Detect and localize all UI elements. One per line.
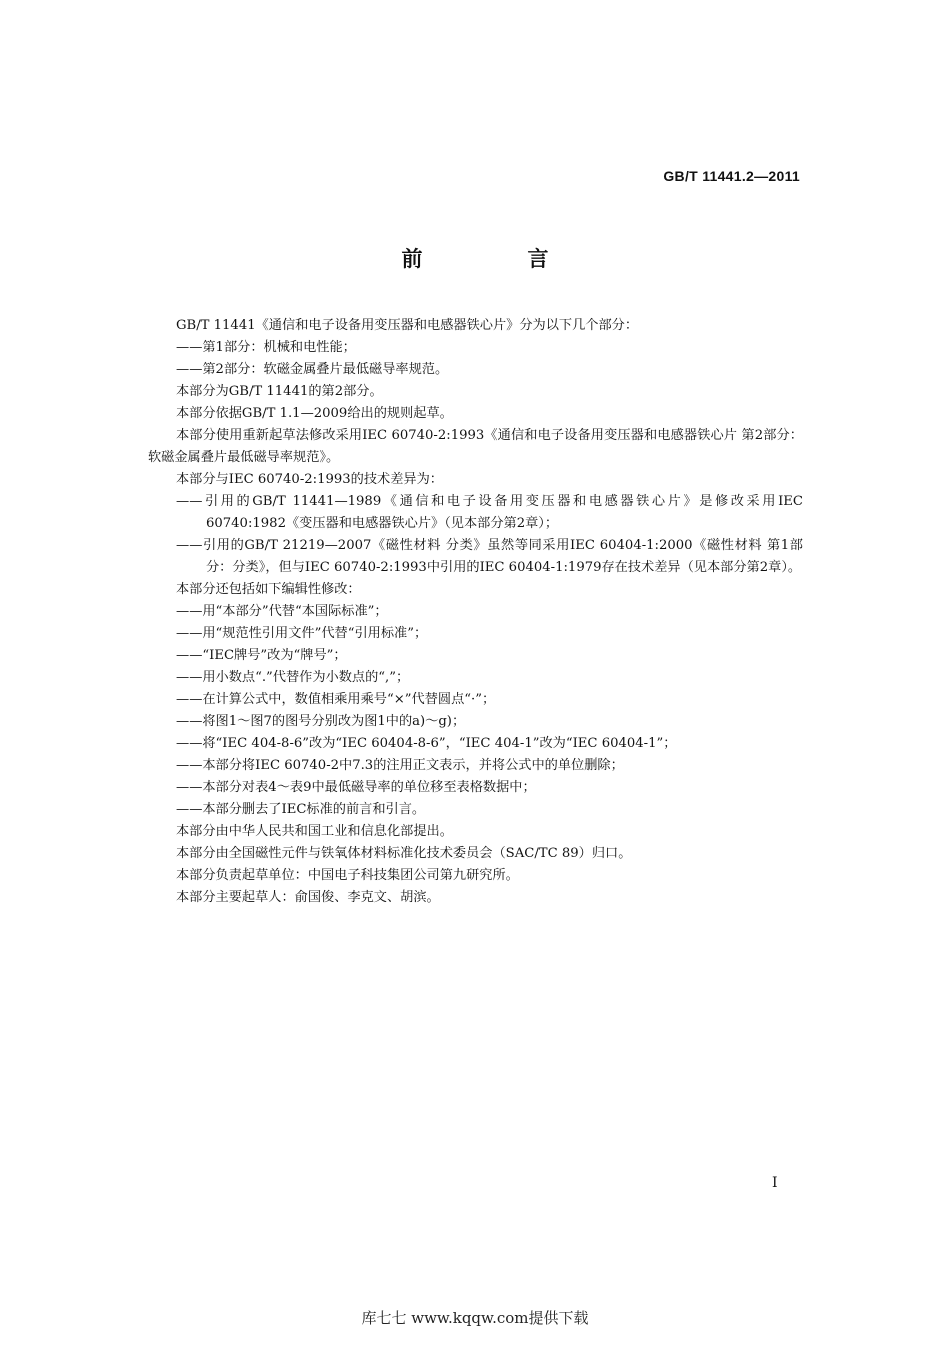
paragraph-drafting-unit: 本部分负责起草单位：中国电子科技集团公司第九研究所。: [176, 868, 519, 883]
standard-number: GB/T 11441.2—2011: [663, 168, 800, 184]
download-footer: 库七七 www.kqqw.com提供下载: [361, 1309, 589, 1327]
list-item-editorial-8: ——本部分将IEC 60740-2中7.3的注用正文表示，并将公式中的单位删除；: [176, 758, 624, 773]
list-item-editorial-2: ——用“规范性引用文件”代替“引用标准”；: [176, 626, 428, 641]
list-item-editorial-6: ——将图1～图7的图号分别改为图1中的a)～g)；: [176, 714, 466, 729]
list-item-editorial-9: ——本部分对表4～表9中最低磁导率的单位移至表格数据中；: [176, 780, 536, 795]
paragraph-intro: GB/T 11441《通信和电子设备用变压器和电感器铁心片》分为以下几个部分：: [176, 318, 639, 333]
paragraph-editorial-heading: 本部分还包括如下编辑性修改：: [176, 582, 361, 597]
list-item-editorial-7: ——将“IEC 404-8-6”改为“IEC 60404-8-6”，“IEC 404-1”改为“IEC 60404-1”；: [176, 736, 677, 751]
page-title: 前 言: [401, 247, 591, 271]
page-number: I: [772, 1175, 778, 1191]
paragraph-drafting-rules: 本部分依据GB/T 1.1—2009给出的规则起草。: [176, 406, 453, 421]
paragraph-proposer: 本部分由中华人民共和国工业和信息化部提出。: [176, 824, 453, 839]
foreword-body: [148, 315, 803, 909]
list-item-editorial-1: ——用“本部分”代替“本国际标准”；: [176, 604, 388, 619]
list-item-editorial-10: ——本部分删去了IEC标准的前言和引言。: [176, 802, 426, 817]
list-item-tech-diff-2: ——引用的GB/T 21219—2007《磁性材料 分类》虽然等同采用IEC 60404-1:2000《磁性材料 第1部分：分类》，但与IEC 60740-2:1993中引用的IEC 60404-1:1979存在技术差异（见本部分第2章）。: [176, 538, 803, 575]
paragraph-tech-diff-heading: 本部分与IEC 60740-2:1993的技术差异为：: [176, 472, 443, 487]
paragraph-committee: 本部分由全国磁性元件与铁氧体材料标准化技术委员会（SAC/TC 89）归口。: [176, 846, 632, 861]
paragraph-drafters: 本部分主要起草人：俞国俊、李克文、胡滨。: [176, 890, 440, 905]
list-item-editorial-3: ——“IEC牌号”改为“牌号”；: [176, 648, 347, 663]
list-item-editorial-4: ——用小数点“.”代替作为小数点的“,”；: [176, 670, 410, 685]
paragraph-adoption: 本部分使用重新起草法修改采用IEC 60740-2:1993《通信和电子设备用变压器和电感器铁心片 第2部分：软磁金属叠片最低磁导率规范》。: [148, 428, 803, 465]
paragraph-part-statement: 本部分为GB/T 11441的第2部分。: [176, 384, 383, 399]
list-item-part2: ——第2部分：软磁金属叠片最低磁导率规范。: [176, 362, 449, 377]
list-item-part1: ——第1部分：机械和电性能；: [176, 340, 356, 355]
list-item-editorial-5: ——在计算公式中，数值相乘用乘号“×”代替圆点“·”；: [176, 692, 496, 707]
list-item-tech-diff-1: ——引用的GB/T 11441—1989《通信和电子设备用变压器和电感器铁心片》是修改采用IEC 60740:1982《变压器和电感器铁心片》（见本部分第2章）；: [176, 494, 803, 531]
